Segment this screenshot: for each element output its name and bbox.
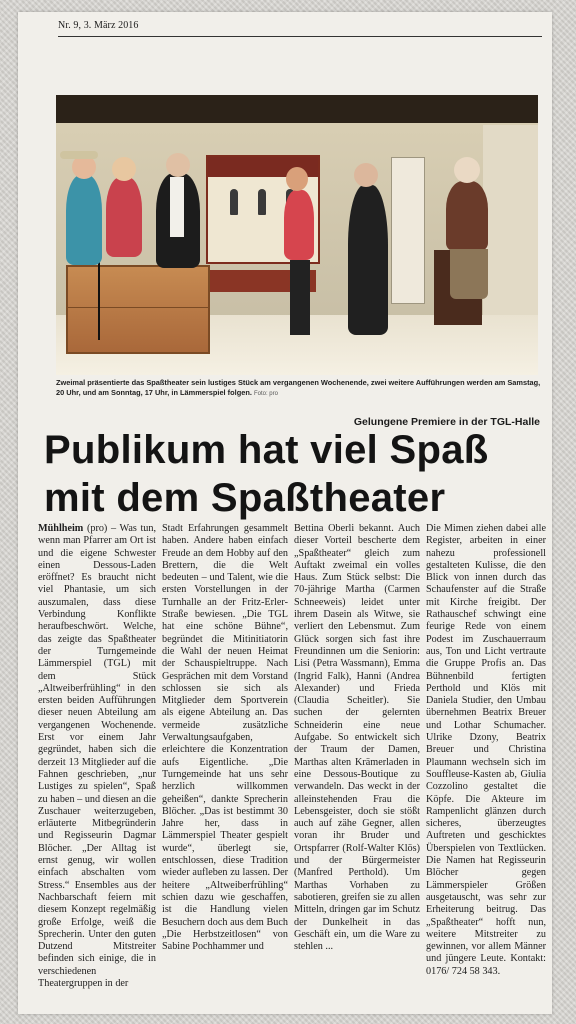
article-headline (44, 426, 544, 522)
article-kicker: Gelungene Premiere in der TGL-Halle (353, 416, 540, 428)
article-column-2 (162, 523, 288, 1009)
column-4-text: Die Mimen ziehen dabei alle Register, arbeiten in einer nahezu professionell gestalteten Kulisse, die den Blick von innen durch das Schaufenster auf die Straße mit Kirche freigibt. Der Rathauschef schwingt eine feurige Rede von einem Podest im Zuschauerraum aus, Ton und Licht vertraute die Gruppe Profis an. Das Bühnenbild fertigten Perthold und Klös mit Daniela Studier, den Umbau übernehmen Beatrix Breuer und Lothar Schumacher. Ulrike Dzony, Beatrix Breuer und Christina Plaumann wechseln sich im Souffleuse-Kasten ab, Giulia Cozzolino gestaltet die Köpfe. Die Akteure im Rampenlicht glänzen durch sicheres, überzeugtes Auftreten und geschicktes Überspielen von Textlücken. Die Namen hat Regisseurin Blöcher gegen Lämmerspieler Größen ausgetauscht, was sehr zur Erheiterung beitrug. Das „Spaßtheater“ hofft nun, weitere Mitstreiter zu gewinnen, vor allem Männer und jüngere Leute. Kontakt: 0176/ 724 58 343. (426, 523, 546, 977)
actor-red-top (106, 177, 142, 257)
stage-door (391, 157, 425, 304)
header-rule (58, 36, 542, 37)
column-2-text: Stadt Erfahrungen gesammelt haben. Andere haben einfach Freude an dem Hobby auf den Brettern, die die Welt bedeuten – und Talent, wie die ersten Vorstellungen in der Turnhalle an der Fritz-Erler-Straße bewiesen. „Die TGL hat eine schöne Bühne“, begründet die Mitinitiatorin die Wahl der neuen Heimat der Schauspieltruppe. Nach Gesprächen mit dem Vorstand schlossen sie sich als Mitglieder dem Sportverein als eigene Abteilung an. Das vermeide zusätzliche Verwaltungsaufgaben, erleichtere die Konzentration aufs Eigentliche. „Die Turngemeinde hat uns sehr herzlich willkommen geheißen“, dankte Sprecherin Blöcher. „Das ist bestimmt 30 Jahre her, dass in Lämmerspiel Theater gespielt wurde“, überlegt sie, entschlossen, diese Tradition wieder aufleben zu lassen. Der heitere „Altweiberfrühling“ schien dazu wie geschaffen, ist die Handlung vielen Besuchern doch aus dem Buch „Die Herbstzeitlosen“ von Sabine Pochhammer und (162, 523, 288, 953)
stage-photo (56, 95, 538, 375)
actor-hat (66, 175, 102, 265)
photo-credit: Foto: pro (253, 391, 278, 397)
headline-line-1: Publikum hat viel Spaß (44, 428, 489, 472)
column-3-text: Bettina Oberli bekannt. Auch dieser Vorteil bescherte dem „Spaßtheater“ gleich zum Auftakt zweimal ein volles Haus. Zum Stück selbst: Die 70-jährige Martha (Carmen Schneeweis) leidet unter ihrem Dasein als Witwe, sie verliert den Lebensmut. Zum Glück sorgen sich fast ihre Freundinnen um die Seniorin: Lisi (Petra Wassmann), Emma (Ingrid Falk), Hanni (Andrea Alexander) und Frieda (Claudia Scheitler). Sie suchen der gelernten Schneiderin eine neue Aufgabe. So entwickelt sich der Traum der Damen, Marthas alten Krämerladen in eine Dessous-Boutique zu verwandeln. Das weckt in der alleinstehenden Frau die Lebensgeister, doch sie stößt auch auf zähe Gegner, allen voran ihr Bruder und Ortspfarrer (Rolf-Walter Klös) und der Bürgermeister (Manfred Perthold). Um Marthas Vorhaben zu sabotieren, greifen sie zu allen Mitteln, dringen gar im Schutz der Dunkelheit in das Geschäft ein, um die Ware zu stehlen ... (294, 523, 420, 953)
issue-line: Nr. 9, 3. März 2016 (58, 20, 139, 31)
caption-text: Zweimal präsentierte das Spaßtheater sein lustiges Stück am vergangenen Wochenende, zwei weitere Aufführungen werden am Samstag, 20 Uhr, und am Sonntag, 17 Uhr, in Lämmerspiel folgen. (56, 378, 541, 397)
photo-caption (56, 378, 546, 399)
dateline: Mühlheim (38, 523, 84, 534)
shop-counter (66, 265, 210, 354)
stage-ceiling (56, 95, 538, 123)
article-column-3 (294, 523, 420, 1009)
side-wall (483, 125, 538, 340)
actor-pink-top (284, 190, 314, 260)
article-column-1 (38, 523, 156, 1009)
newspaper-clipping (18, 12, 552, 1014)
straw-hat (60, 151, 98, 159)
actor-brown-top (446, 181, 488, 251)
article-column-4 (426, 523, 546, 1009)
headline-line-2: mit dem Spaßtheater (44, 476, 446, 520)
actor-dark-suit (348, 185, 388, 335)
column-1-text: (pro) – Was tun, wenn man Pfarrer am Ort ist und die eigene Schwester einen Dessous-Laden eröffnet? Es braucht nicht viel Phantasie, um sich auszumalen, dass diese Verbindung Konflikte heraufbeschwört. Welche, das zeigte das Spaßtheater der Turngemeinde Lämmerspiel (TGL) mit dem Stück „Altweiberfrühling“ in den ersten beiden Aufführungen dieser neuen Abteilung am vergangenen Wochenende. Erst vor einem Jahr gegründet, haben sich die derzeit 13 Mitglieder auf die Fahnen geschrieben, „nur Lustiges zu spielen“, Spaß zu haben – und diesen an die Zuschauer weiterzugeben, erläuterte Mitbegründerin und Regisseurin Dagmar Blöcher. „Der Alltag ist ernst genug, wir wollen einfach abschalten vom Stress.“ Ensembles aus der Nachbarschaft feiern mit diesem Konzept regelmäßig große Erfolge, weiß die Sprecherin. Unter den guten Dutzend Mitstreiter befinden sich einige, die in verschiedenen Theatergruppen in der (38, 523, 156, 989)
microphone-stand (98, 260, 100, 340)
